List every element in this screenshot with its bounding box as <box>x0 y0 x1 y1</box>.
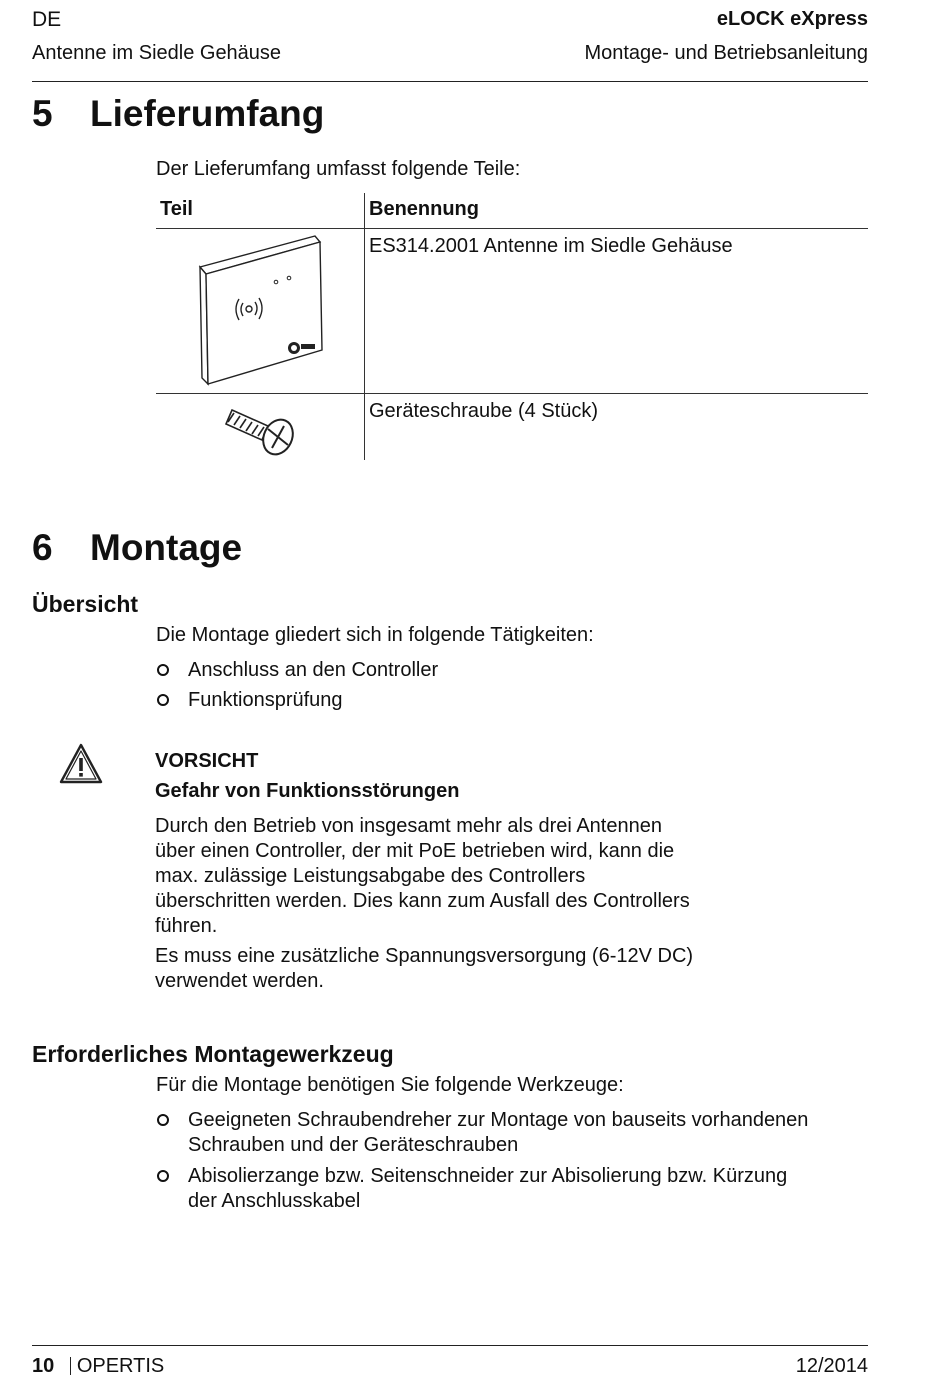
table-header-rule <box>156 228 868 229</box>
device-screw-icon <box>222 396 302 463</box>
tools-heading: Erforderliches Montagewerkzeug <box>32 1041 394 1067</box>
section-number: 6 <box>32 527 53 568</box>
footer-divider <box>32 1345 868 1346</box>
warning-triangle-icon <box>58 742 104 791</box>
list-item: Geeigneten Schraubendreher zur Montage von bauseits vorhandenen Schrauben und der Geräteschrauben <box>188 1108 808 1158</box>
overview-heading: Übersicht <box>32 591 139 617</box>
antenna-housing-icon <box>190 232 330 397</box>
section-title: Lieferumfang <box>90 93 325 134</box>
bullet-icon <box>157 1170 169 1182</box>
product-name: eLOCK eXpress <box>716 8 868 30</box>
footer-left <box>32 1355 164 1378</box>
delivery-intro: Der Lieferumfang umfasst folgende Teile: <box>156 158 521 180</box>
table-column-divider <box>364 193 365 460</box>
language-code: DE <box>32 8 62 31</box>
page-number: 10 <box>32 1355 55 1377</box>
header-divider <box>32 81 868 82</box>
list-item: Funktionsprüfung <box>188 688 343 713</box>
overview-intro: Die Montage gliedert sich in folgende Tätigkeiten: <box>156 624 594 646</box>
caution-label: VORSICHT <box>155 750 259 772</box>
list-item: Abisolierzange bzw. Seitenschneider zur Abisolierung bzw. Kürzung der Anschlusskabel <box>188 1164 787 1214</box>
footer-separator <box>70 1357 71 1375</box>
caution-title: Gefahr von Funktionsstörungen <box>155 780 460 802</box>
list-item: Anschluss an den Controller <box>188 658 438 683</box>
tools-intro: Für die Montage benötigen Sie folgende Werkzeuge: <box>156 1074 624 1096</box>
document-type: Montage- und Betriebsanleitung <box>584 42 868 64</box>
section-6-heading <box>32 527 242 569</box>
bullet-icon <box>157 1114 169 1126</box>
caution-instruction: Es muss eine zusätzliche Spannungsversorgung (6-12V DC) verwendet werden. <box>155 945 694 992</box>
footer-brand: OPERTIS <box>76 1355 165 1377</box>
bullet-icon <box>157 664 169 676</box>
part-name-screw: Geräteschraube (4 Stück) <box>369 400 598 422</box>
footer-date: 12/2014 <box>795 1355 868 1377</box>
column-header-part: Teil <box>160 198 193 220</box>
part-name-antenna: ES314.2001 Antenne im Siedle Gehäuse <box>369 235 733 257</box>
column-header-name: Benennung <box>369 198 479 220</box>
section-number: 5 <box>32 93 53 134</box>
header-subtitle: Antenne im Siedle Gehäuse <box>32 42 282 64</box>
bullet-icon <box>157 694 169 706</box>
section-title: Montage <box>90 527 243 568</box>
section-5-heading <box>32 93 324 135</box>
caution-text: Durch den Betrieb von insgesamt mehr als drei Antennen über einen Controller, der mit PoE betrieben wird, kann die max. zulässige Leistungsabgabe des Controllers überschritten werden. Dies kann zum Ausfall des Controllers führen. <box>155 815 690 937</box>
